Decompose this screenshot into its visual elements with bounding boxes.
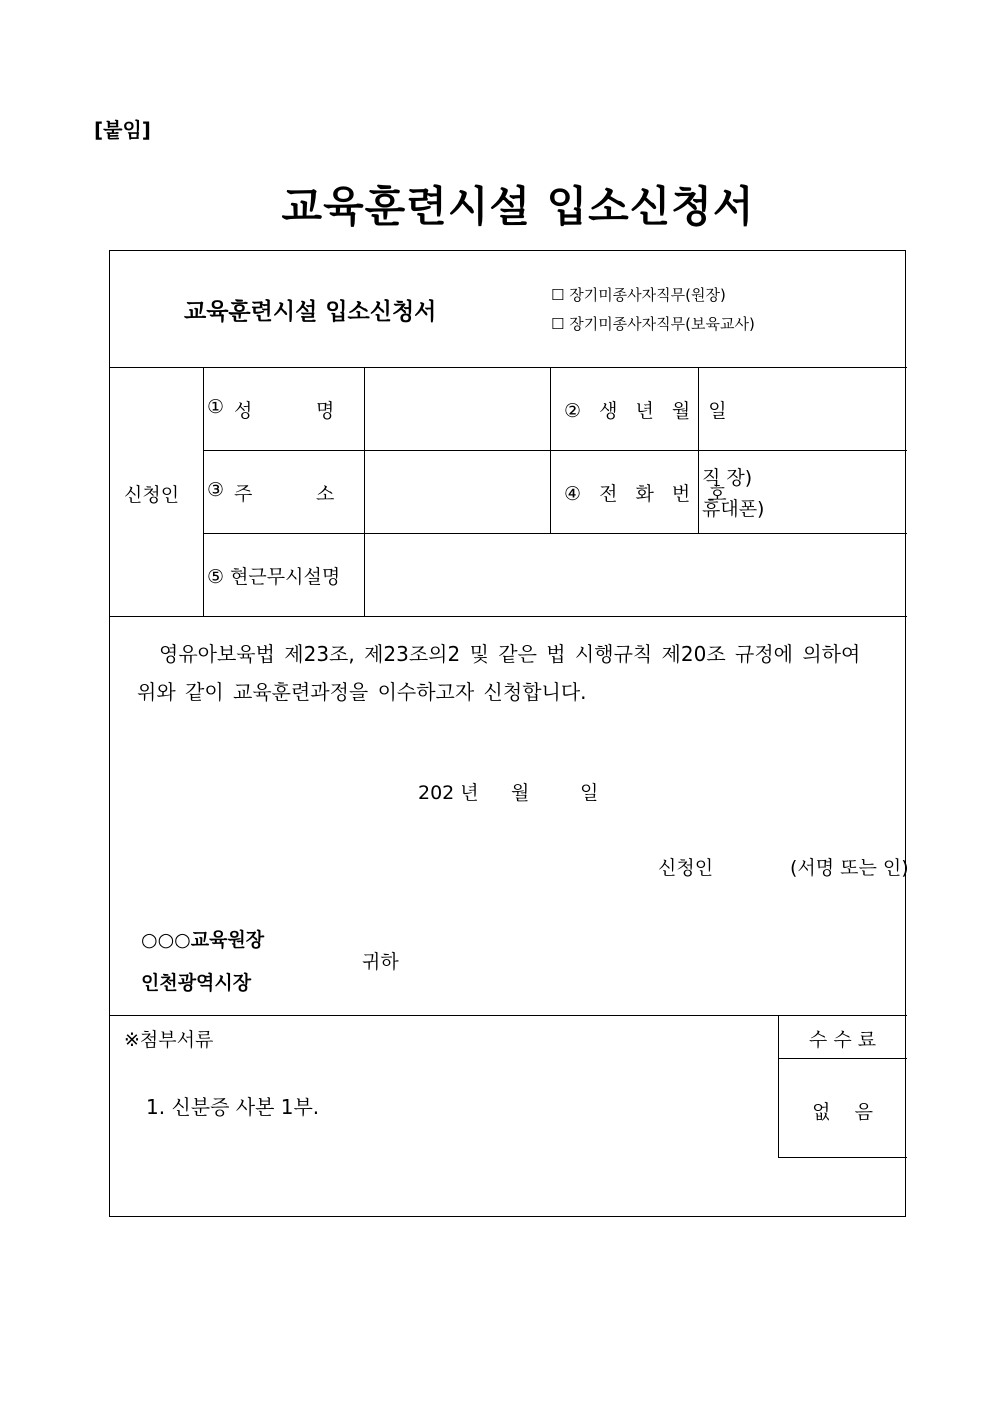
divider [203, 450, 907, 451]
address-label-second: 소 [316, 483, 335, 505]
fee-value: 없 음 [812, 1101, 873, 1123]
signature-hint: (서명 또는 인) [790, 857, 909, 879]
fee-header: 수 수 료 [808, 1029, 877, 1051]
divider [550, 367, 551, 533]
checkbox-teacher[interactable]: ☐ 장기미종사자직무(보육교사) [551, 315, 755, 333]
phone-label: ④ 전 화 번 호 [564, 483, 733, 505]
facility-field[interactable] [365, 534, 906, 615]
name-label-second: 명 [316, 400, 335, 422]
phone-mobile-label[interactable]: 휴대폰) [702, 498, 765, 520]
attachment-label: [붙임] [94, 118, 151, 142]
recipient-city-mayor: 인천광역시장 [141, 972, 252, 994]
address-label-first: 주 [234, 483, 253, 505]
statement-line-2: 위와 같이 교육훈련과정을 이수하고자 신청합니다. [137, 680, 587, 704]
name-label-first: 성 [234, 400, 253, 422]
form-title: 교육훈련시설 입소신청서 [184, 299, 437, 325]
divider [110, 616, 907, 617]
date-day: 일 [580, 782, 599, 804]
divider [778, 1058, 907, 1059]
phone-work-label[interactable]: 직 장) [702, 467, 753, 489]
divider [778, 1157, 907, 1158]
attachments-header: ※첨부서류 [124, 1029, 214, 1051]
date-month: 월 [511, 782, 530, 804]
attachments-item: 1. 신분증 사본 1부. [146, 1095, 320, 1119]
signer-label: 신청인 [658, 857, 714, 879]
address-label-number: ③ [207, 479, 225, 501]
applicant-section-label: 신청인 [124, 484, 180, 506]
name-field[interactable] [365, 368, 549, 449]
checkbox-director[interactable]: ☐ 장기미종사자직무(원장) [551, 286, 726, 304]
birthdate-label: ② 생 년 월 일 [564, 400, 733, 422]
recipient-education-center: ○○○교육원장 [141, 929, 265, 951]
date-year: 202 년 [418, 782, 479, 804]
birthdate-field[interactable] [699, 368, 906, 449]
facility-label: ⑤ 현근무시설명 [207, 566, 341, 588]
application-form [109, 250, 909, 1217]
divider [110, 1015, 907, 1016]
statement-line-1: 영유아보육법 제23조, 제23조의2 및 같은 법 시행규칙 제20조 규정에 의하여 [159, 642, 861, 666]
divider [203, 367, 204, 616]
page-title: 교육훈련시설 입소신청서 [281, 182, 755, 231]
name-label-number: ① [207, 396, 225, 418]
address-field[interactable] [365, 451, 549, 532]
honorific: 귀하 [362, 951, 399, 973]
